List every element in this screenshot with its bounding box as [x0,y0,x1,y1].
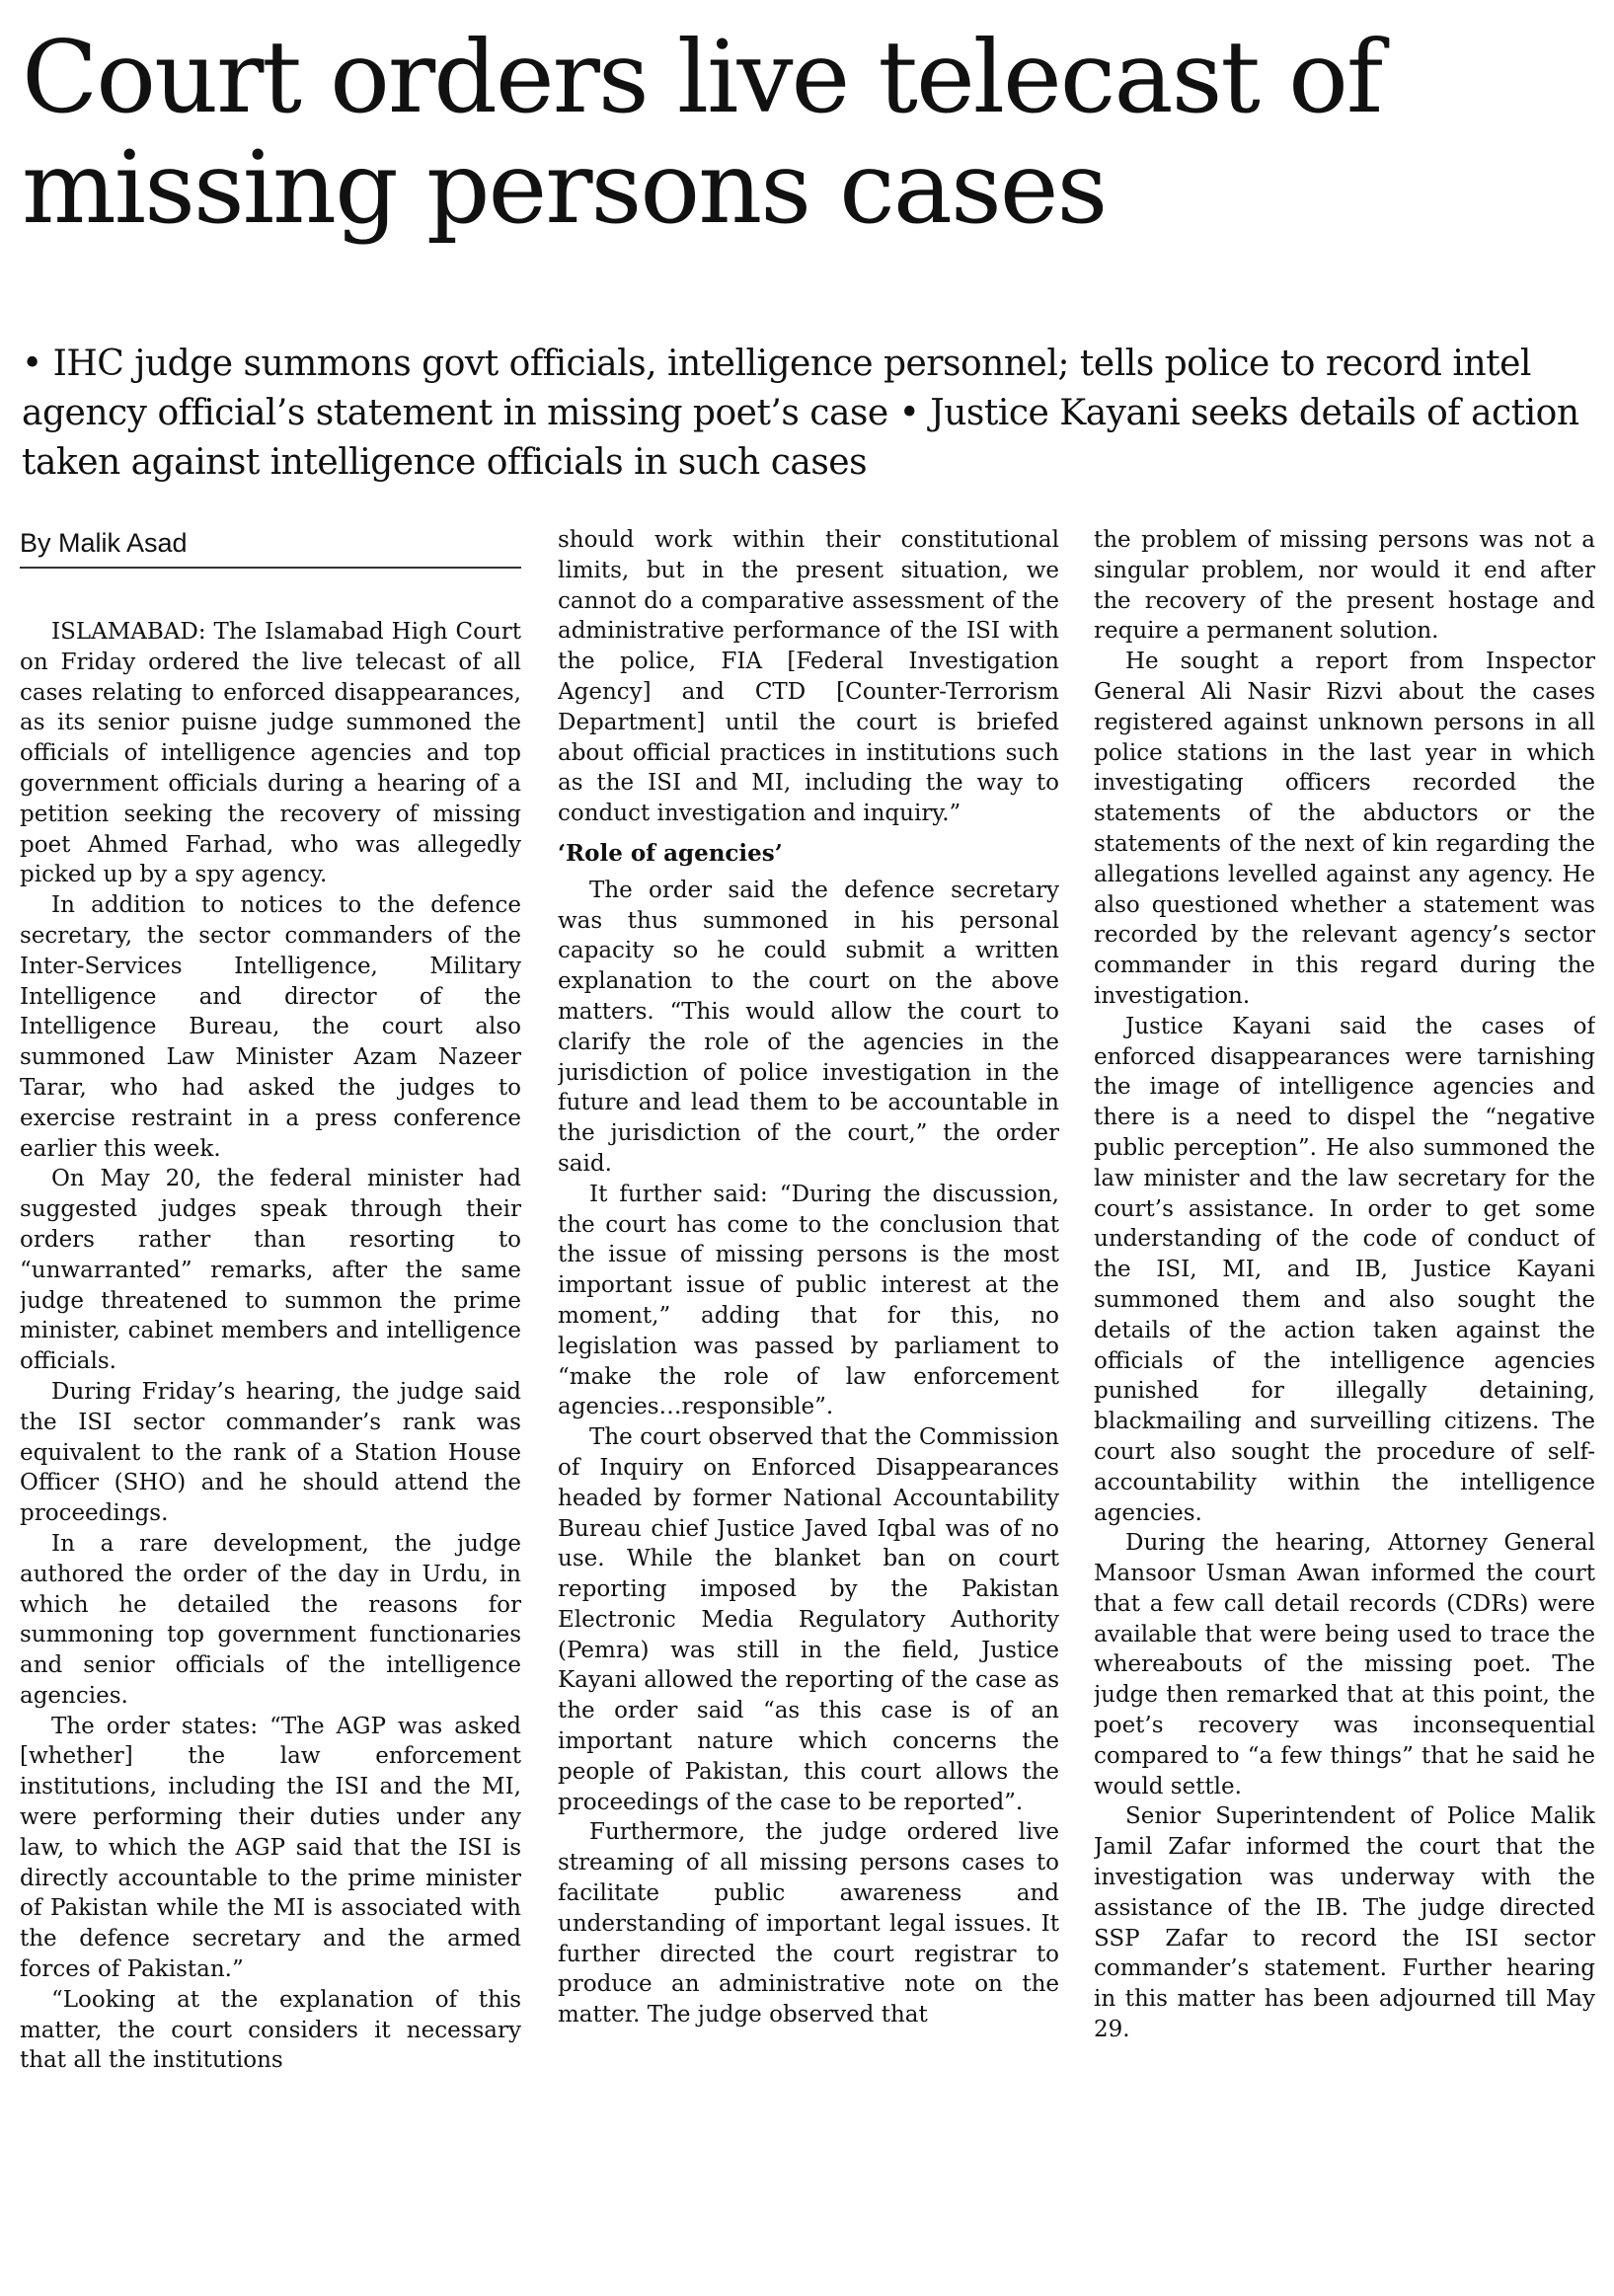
column-3 [1094,0,1595,2296]
subhead: ‘Role of agencies’ [558,839,783,867]
column-2 [558,0,1059,2296]
paragraph: In addition to notices to the defence secretary, the sector commanders of the Inter-Services Intelligence, Military Intelligence and director of the Intelligence Bureau, the court also summoned Law Minister Azam Nazeer Tarar, who had asked the judges to exercise restraint in a press conference earlier this week. [20,892,521,1162]
paragraph: It further said: “During the discussion, the court has come to the conclusion that the issue of missing persons is the most important issue of public interest at the moment,” adding that for this, no legislation was passed by parliament to “make the role of law enforcement agencies…responsible”. [558,1181,1059,1420]
paragraph: “Looking at the explanation of this matter, the court considers it necessary that all the institutions [20,1986,521,2074]
paragraph: Justice Kayani said the cases of enforced disappearances were tarnishing the image of intelligence agencies and there is a need to dispel the “negative public perception”. He also summoned the law minister and the law secretary for the court’s assistance. In order to get some understanding of the code of conduct of the ISI, MI, and IB, Justice Kayani summoned them and also sought the details of the action taken against the officials of the intelligence agencies punished for illegally detaining, blackmailing and surveilling citizens. The court also sought the procedure of self-accountability within the intelligence agencies. [1094,1013,1595,1526]
paragraph: The court observed that the Commission of Inquiry on Enforced Disappearances headed by former National Accountability Bureau chief Justice Javed Iqbal was of no use. While the blanket ban on court reporting imposed by the Pakistan Electronic Media Regulatory Authority (Pemra) was still in the field, Justice Kayani allowed the reporting of the case as the order said “as this case is of an important nature which concerns the people of Pakistan, this court allows the proceedings of the case to be reported”. [558,1424,1059,1815]
paragraph: ISLAMABAD: The Islamabad High Court on Friday ordered the live telecast of all cases relating to enforced disappearances, as its senior puisne judge summoned the officials of intelligence agencies and top government officials during a hearing of a petition seeking the recovery of missing poet Ahmed Farhad, who was allegedly picked up by a spy agency. [20,619,521,888]
paragraph: During Friday’s hearing, the judge said the ISI sector commander’s rank was equivalent to the rank of a Station House Officer (SHO) and he should attend the proceedings. [20,1378,521,1527]
paragraph: Senior Superintendent of Police Malik Jamil Zafar informed the court that the investigation was underway with the assistance of the IB. The judge directed SSP Zafar to record the ISI sector commander’s statement. Further hearing in this matter has been adjourned till May 29. [1094,1803,1595,2043]
paragraph: On May 20, the federal minister had suggested judges speak through their orders rather than resorting to “unwarranted” remarks, after the same judge threatened to summon the prime minister, cabinet members and intelligence officials. [20,1166,521,1375]
deck-summary: • IHC judge summons govt officials, intelligence personnel; tells police to record intel agency official’s statement in missing poet’s case • Justice Kayani seeks details of action taken against intelligence officials in such cases [22,344,1579,483]
paragraph: The order said the defence secretary was thus summoned in his personal capacity so he could submit a written explanation to the court on the above matters. “This would allow the court to clarify the role of the agencies in the jurisdiction of police investigation in the future and lead them to be accountable in the jurisdiction of the court,” the order said. [558,877,1059,1177]
paragraph-continued: the problem of missing persons was not a singular problem, nor would it end after the recovery of the present hostage and require a permanent solution. [1094,527,1595,645]
paragraph: In a rare development, the judge authored the order of the day in Urdu, in which he detailed the reasons for summoning top government functionaries and senior officials of the intelligence agencies. [20,1530,521,1709]
paragraph: The order states: “The AGP was asked [whether] the law enforcement institutions, including the ISI and the MI, were performing their duties under any law, to which the AGP said that the ISI is directly accountable to the prime minister of Pakistan while the MI is associated with the defence secretary and the armed forces of Pakistan.” [20,1713,521,1983]
paragraph-continued: should work within their constitutional limits, but in the present situation, we cannot do a comparative assessment of the administrative performance of the ISI with the police, FIA [Federal Investigation Agency] and CTD [Counter-Terrorism Department] until the court is briefed about official practices in institutions such as the ISI and MI, including the way to conduct investigation and inquiry.” [558,527,1059,827]
byline: By Malik Asad [20,523,521,569]
paragraph: During the hearing, Attorney General Mansoor Usman Awan informed the court that a few call detail records (CDRs) were available that were being used to trace the whereabouts of the missing poet. The judge then remarked that at this point, the poet’s recovery was inconsequential compared to “a few things” that he said he would settle. [1094,1530,1595,1799]
headline: Court orders live telecast of missing persons cases [22,19,1382,246]
paragraph: He sought a report from Inspector General Ali Nasir Rizvi about the cases registered against unknown persons in all police stations in the last year in which investigating officers recorded the statements of the abductors or the statements of the next of kin regarding the allegations levelled against any agency. He also questioned whether a statement was recorded by the relevant agency’s sector commander in this regard during the investigation. [1094,649,1595,1009]
paragraph: Furthermore, the judge ordered live streaming of all missing persons cases to facilitate public awareness and understanding of important legal issues. It further directed the court registrar to produce an administrative note on the matter. The judge observed that [558,1819,1059,2028]
column-1 [20,0,521,2296]
